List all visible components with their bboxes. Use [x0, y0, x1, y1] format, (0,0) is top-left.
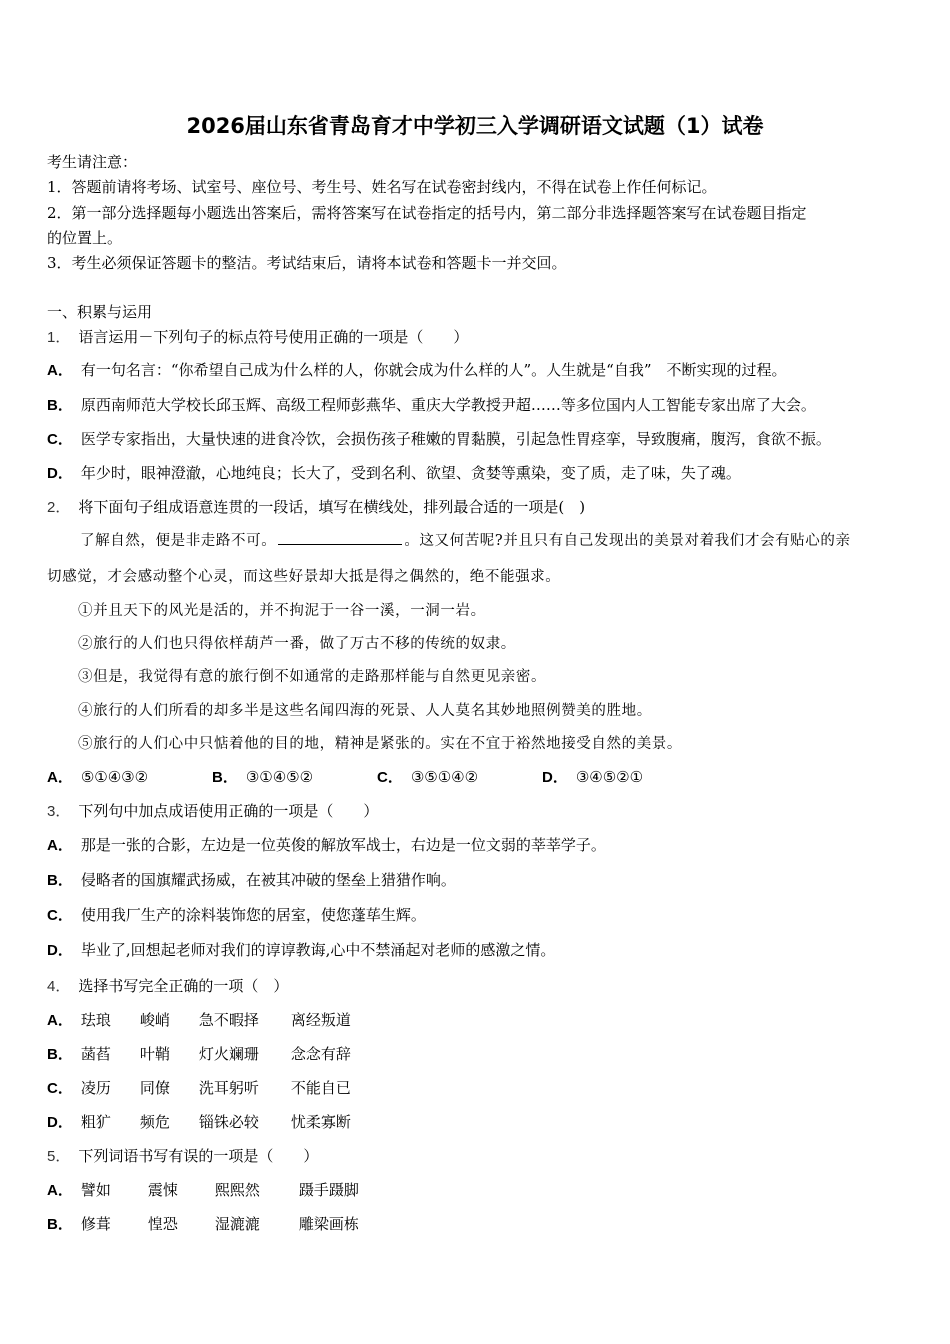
option-text: 使用我厂生产的涂料装饰您的居室，使您蓬荜生辉。 [80, 906, 426, 924]
q1-option-a[interactable] [47, 360, 787, 381]
question-number: 5． [47, 1148, 71, 1165]
question-2-stem [47, 497, 585, 518]
option-text: ③④⑤②① [575, 768, 644, 786]
q2-option-a[interactable] [47, 767, 212, 788]
word: 不能自已 [290, 1079, 351, 1097]
word: 急不暇择 [198, 1011, 259, 1029]
question-text: 下列词语书写有误的一项是（ ） [78, 1147, 319, 1165]
option-label: B． [47, 1046, 73, 1063]
word: 同僚 [139, 1079, 170, 1097]
word: 锱铢必较 [198, 1113, 259, 1131]
passage-text: 了解自然，便是非走路不可。 [80, 533, 277, 549]
word: 譬如 [80, 1181, 111, 1199]
word: 频危 [139, 1113, 170, 1131]
word: 蹑手蹑脚 [298, 1181, 359, 1199]
word: 叶鞘 [139, 1045, 170, 1063]
option-text: 那是一张的合影，左边是一位英俊的解放军战士，右边是一位文弱的莘莘学子。 [80, 836, 606, 854]
question-number: 4． [47, 978, 71, 995]
question-3-stem [47, 801, 378, 822]
q3-option-c[interactable] [47, 905, 426, 926]
sentence-3: ③但是，我觉得有意的旅行倒不如通常的走路那样能与自然更见亲密。 [78, 669, 547, 685]
word: 雕梁画栋 [298, 1215, 359, 1233]
word: 菡萏 [80, 1045, 111, 1063]
q5-option-b[interactable] [47, 1214, 359, 1235]
option-label: C． [47, 1080, 73, 1097]
sentence-5: ⑤旅行的人们心中只惦着他的目的地，精神是紧张的。实在不宜于裕然地接受自然的美景。 [78, 736, 682, 752]
q4-option-c[interactable] [47, 1078, 351, 1099]
q4-option-b[interactable] [47, 1044, 351, 1065]
q5-option-a[interactable] [47, 1180, 359, 1201]
word: 熙熙然 [214, 1181, 260, 1199]
option-text: 侵略者的国旗耀武扬威，在被其冲破的堡垒上猎猎作响。 [80, 871, 456, 889]
page-title: 2026届山东省青岛育才中学初三入学调研语文试题（1）试卷 [186, 114, 764, 138]
option-label: C． [377, 769, 403, 786]
option-text: 毕业了,回想起老师对我们的谆谆教诲,心中不禁涌起对老师的感激之情。 [80, 941, 556, 959]
word: 粗犷 [80, 1113, 111, 1131]
q2-option-b[interactable] [212, 767, 377, 788]
option-label: B． [47, 397, 73, 414]
option-text: 医学专家指出，大量快速的进食冷饮，会损伤孩子稚嫩的胃黏膜，引起急性胃痉挛，导致腹痛，腹泻，食欲不振。 [80, 430, 831, 448]
question-number: 3． [47, 803, 71, 820]
question-text: 选择书写完全正确的一项（ ） [78, 977, 289, 995]
passage-line: 切感觉，才会感动整个心灵，而这些好景却大抵是得之偶然的，绝不能强求。 [47, 569, 561, 585]
question-number: 2． [47, 499, 71, 516]
q2-option-c[interactable] [377, 767, 542, 788]
option-label: A． [47, 769, 73, 786]
q3-option-b[interactable] [47, 870, 456, 891]
option-label: A． [47, 837, 73, 854]
q4-option-a[interactable] [47, 1010, 351, 1031]
q3-option-a[interactable] [47, 835, 606, 856]
option-label: D． [47, 465, 73, 482]
word: 珐琅 [80, 1011, 111, 1029]
option-text: ③①④⑤② [245, 768, 314, 786]
option-label: D． [47, 1114, 73, 1131]
option-text: 原西南师范大学校长邱玉辉、高级工程师彭燕华、重庆大学教授尹超……等多位国内人工智能专家出席了大会。 [80, 396, 816, 414]
notice-item: 的位置上。 [47, 229, 123, 247]
question-text: 下列句中加点成语使用正确的一项是（ ） [78, 802, 379, 820]
notice-item: 3．考生必须保证答题卡的整洁。考试结束后，请将本试卷和答题卡一并交回。 [47, 254, 567, 272]
word: 洗耳躬听 [198, 1079, 259, 1097]
sentence-2: ②旅行的人们也只得依样葫芦一番，做了万古不移的传统的奴隶。 [78, 636, 516, 652]
q1-option-d[interactable] [47, 463, 741, 484]
word: 离经叛道 [290, 1011, 351, 1029]
q4-option-d[interactable] [47, 1112, 351, 1133]
option-label: C． [47, 907, 73, 924]
question-1-stem [47, 327, 468, 348]
sentence-4: ④旅行的人们所看的却多半是这些名闻四海的死景、人人莫名其妙地照例赞美的胜地。 [78, 703, 652, 719]
answer-blank[interactable] [278, 530, 402, 545]
word: 凌历 [80, 1079, 111, 1097]
question-4-stem [47, 976, 288, 997]
word: 震悚 [147, 1181, 178, 1199]
q3-option-d[interactable] [47, 940, 555, 961]
question-text: 将下面句子组成语意连贯的一段话，填写在横线处，排列最合适的一项是( ) [78, 498, 586, 516]
section-heading: 一、积累与运用 [47, 303, 153, 321]
question-5-stem [47, 1146, 318, 1167]
q2-option-d[interactable] [542, 767, 643, 788]
word: 灯火斓珊 [198, 1045, 259, 1063]
option-text: 年少时，眼神澄澈，心地纯良；长大了，受到名利、欲望、贪婪等熏染，变了质，走了味，失了魂。 [80, 464, 741, 482]
option-text: ③⑤①④② [410, 768, 479, 786]
word: 忧柔寡断 [290, 1113, 351, 1131]
notice-item: 1．答题前请将考场、试室号、座位号、考生号、姓名写在试卷密封线内，不得在试卷上作任何标记。 [47, 178, 717, 196]
notice-heading: 考生请注意： [47, 153, 138, 171]
question-text: 语言运用－下列句子的标点符号使用正确的一项是（ ） [78, 328, 469, 346]
word: 湿漉漉 [214, 1215, 260, 1233]
option-label: B． [212, 769, 238, 786]
option-label: A． [47, 1182, 73, 1199]
word: 修葺 [80, 1215, 111, 1233]
q2-options [47, 767, 643, 788]
q1-option-b[interactable] [47, 395, 816, 416]
q1-option-c[interactable] [47, 429, 831, 450]
word: 峻峭 [139, 1011, 170, 1029]
passage-line [80, 530, 851, 551]
option-text: 有一句名言：“你希望自己成为什么样的人，你就会成为什么样的人”。人生就是“自我” 不断实现的过程。 [80, 361, 787, 379]
word: 惶恐 [147, 1215, 178, 1233]
notice-item: 2．第一部分选择题每小题选出答案后，需将答案写在试卷指定的括号内，第二部分非选择题答案写在试卷题目指定 [47, 204, 807, 222]
sentence-1: ①并且天下的风光是活的，并不拘泥于一谷一溪，一洞一岩。 [78, 603, 486, 619]
option-text: ⑤①④③② [80, 768, 149, 786]
passage-text: 。这又何苦呢?并且只有自己发现出的美景对着我们才会有贴心的亲 [404, 533, 851, 549]
option-label: D． [542, 769, 568, 786]
option-label: A． [47, 1012, 73, 1029]
option-label: C． [47, 431, 73, 448]
option-label: B． [47, 1216, 73, 1233]
option-label: B． [47, 872, 73, 889]
option-label: A． [47, 362, 73, 379]
question-number: 1． [47, 329, 71, 346]
word: 念念有辞 [290, 1045, 351, 1063]
option-label: D． [47, 942, 73, 959]
